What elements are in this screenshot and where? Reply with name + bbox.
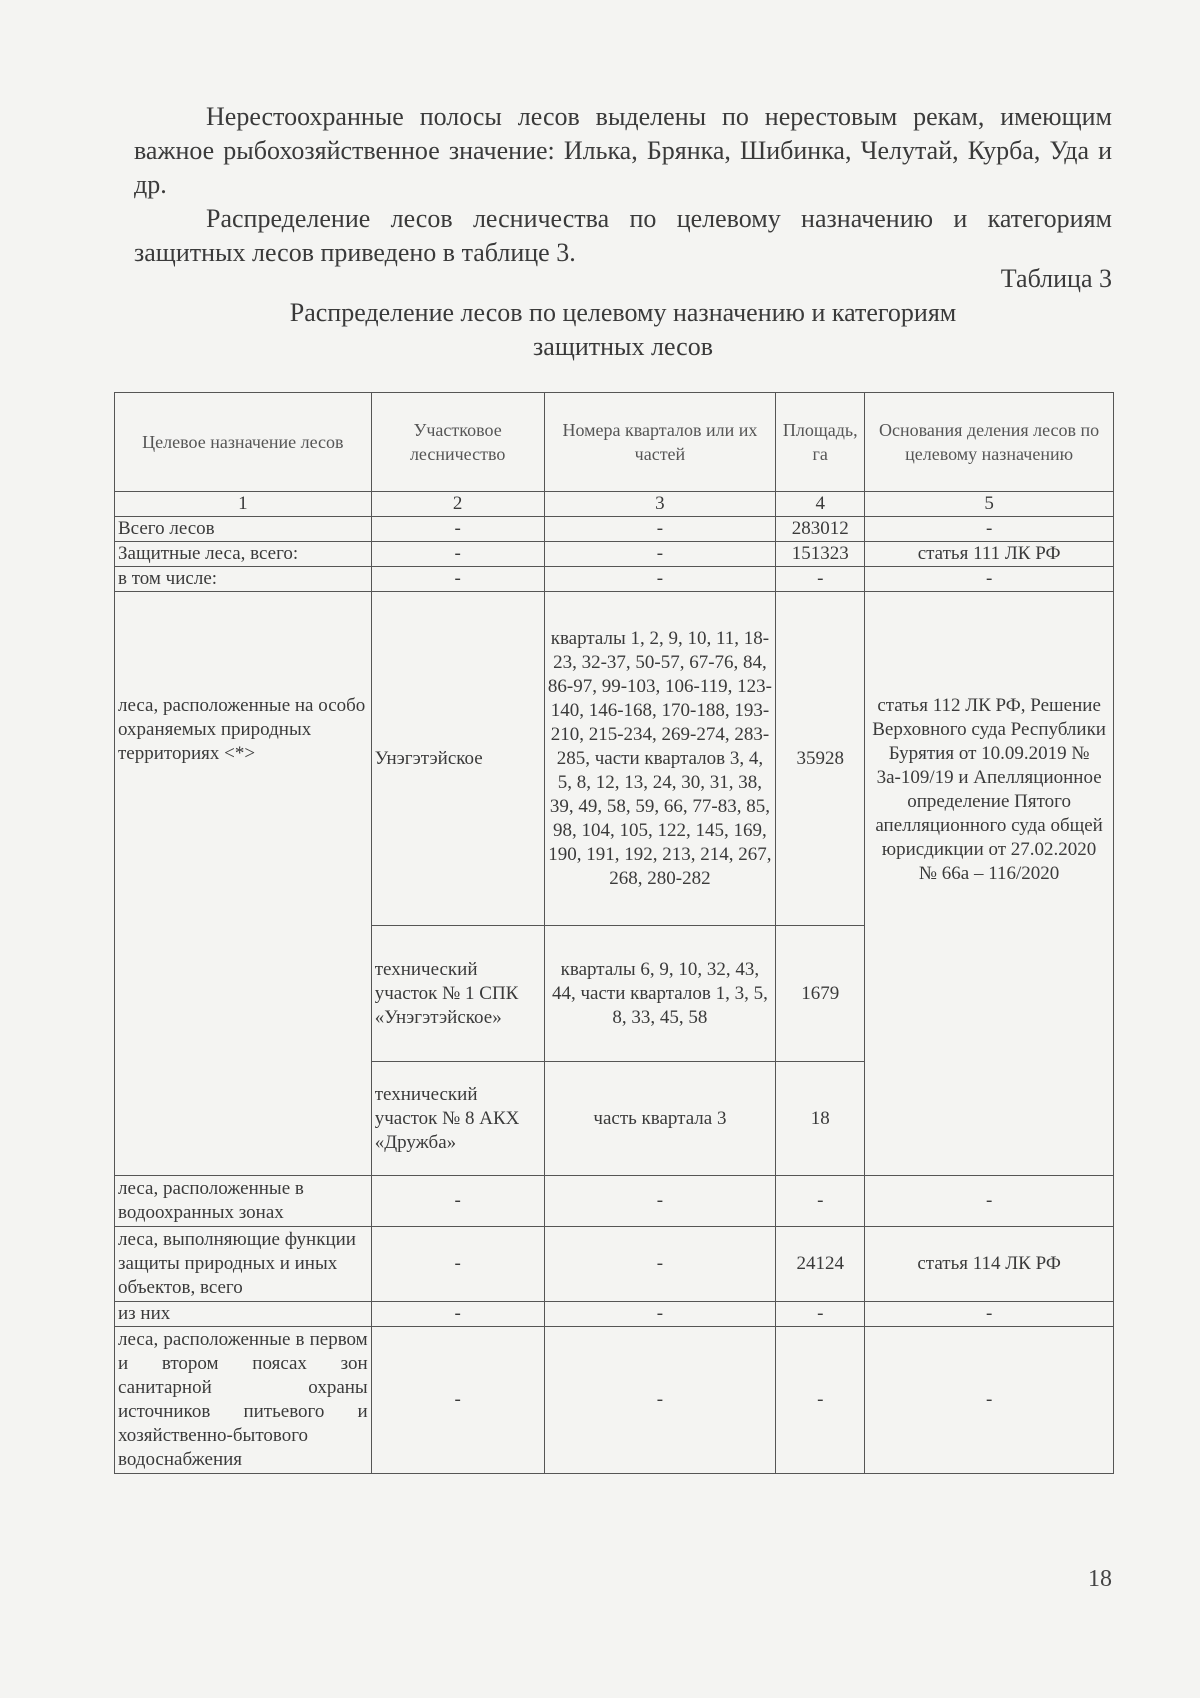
cell-district: - — [371, 1227, 544, 1302]
table-row-protective — [115, 542, 1114, 567]
paragraph-distribution — [134, 202, 1112, 270]
cell-area: 151323 — [776, 542, 865, 567]
paragraph-spawning-text: Нерестоохранные полосы лесов выделены по нерестовым рекам, имеющим важное рыбохозяйственное значение: Илька, Брянка, Шибинка, Челутай, Курба, Уда и др. — [134, 102, 1112, 199]
cell-area: 35928 — [776, 592, 865, 926]
table-row-protect-functions — [115, 1227, 1114, 1302]
column-number: 4 — [776, 492, 865, 517]
page-number: 18 — [1088, 1566, 1112, 1592]
header-district: Участковое лесничество — [371, 393, 544, 492]
table-title-line-1: Распределение лесов по целевому назначению и категориям — [289, 298, 957, 327]
table-row-water — [115, 1176, 1114, 1227]
cell-basis: - — [865, 1327, 1114, 1474]
cell-quarters: - — [544, 1327, 776, 1474]
cell-district: - — [371, 517, 544, 542]
cell-quarters: часть квартала 3 — [544, 1062, 776, 1176]
paragraph-spawning — [134, 100, 1112, 202]
cell-quarters: - — [544, 1227, 776, 1302]
cell-area: - — [776, 1327, 865, 1474]
column-number: 1 — [115, 492, 372, 517]
row-label: Всего лесов — [115, 517, 372, 542]
header-purpose: Целевое назначение лесов — [115, 393, 372, 492]
cell-basis: - — [865, 1302, 1114, 1327]
column-number: 3 — [544, 492, 776, 517]
cell-basis: - — [865, 1176, 1114, 1227]
cell-quarters: - — [544, 542, 776, 567]
forest-distribution-table — [114, 392, 1114, 1474]
header-basis: Основания деления лесов по целевому назначению — [865, 393, 1114, 492]
row-label: леса, выполняющие функции защиты природных и иных объектов, всего — [115, 1227, 372, 1302]
cell-district: - — [371, 542, 544, 567]
row-label: в том числе: — [115, 567, 372, 592]
row-label: из них — [115, 1302, 372, 1327]
cell-district: - — [371, 567, 544, 592]
cell-area: - — [776, 567, 865, 592]
cell-district: Унэгэтэйское — [371, 592, 544, 926]
column-number: 5 — [865, 492, 1114, 517]
cell-quarters: - — [544, 567, 776, 592]
cell-district: - — [371, 1176, 544, 1227]
cell-area: 24124 — [776, 1227, 865, 1302]
table-row-sanitary — [115, 1327, 1114, 1474]
cell-basis: - — [865, 567, 1114, 592]
cell-quarters: - — [544, 1176, 776, 1227]
table-row-of-them — [115, 1302, 1114, 1327]
table-row-oopt-unegeteiskoe — [115, 592, 1114, 926]
row-label: Защитные леса, всего: — [115, 542, 372, 567]
cell-district: технический участок № 1 СПК «Унэгэтэйское» — [371, 926, 544, 1062]
cell-area: 283012 — [776, 517, 865, 542]
row-label: леса, расположенные в первом и втором поясах зон санитарной охраны источников питьевого и хозяйственно-бытового водоснабжения — [115, 1327, 372, 1474]
cell-quarters: - — [544, 1302, 776, 1327]
cell-basis: статья 114 ЛК РФ — [865, 1227, 1114, 1302]
paragraph-distribution-text: Распределение лесов лесничества по целевому назначению и категориям защитных лесов приведено в таблице 3. — [134, 204, 1112, 267]
header-quarters: Номера кварталов или их частей — [544, 393, 776, 492]
cell-basis-oopt-text: статья 112 ЛК РФ, Решение Верховного суда Республики Бурятия от 10.09.2019 № 3а-109/19 и Апелляционное определение Пятого апелляционного суда общей юрисдикции от 27.02.2020 № 66а – 116/2020 — [872, 695, 1106, 884]
table-label: Таблица 3 — [1000, 264, 1112, 293]
table-row-total — [115, 517, 1114, 542]
cell-area: 1679 — [776, 926, 865, 1062]
table-row-including — [115, 567, 1114, 592]
cell-quarters: - — [544, 517, 776, 542]
row-label-oopt — [115, 592, 372, 1176]
cell-district: технический участок № 8 АКХ «Дружба» — [371, 1062, 544, 1176]
cell-basis-oopt — [865, 592, 1114, 1176]
cell-quarters: кварталы 1, 2, 9, 10, 11, 18-23, 32-37, 50-57, 67-76, 84, 86-97, 99-103, 106-119, 123-140, 146-168, 170-188, 193-210, 215-234, 269-274, 283-285, части кварталов 3, 4, 5, 8, 12, 13, 24, 30, 31, 38, 39, 49, 58, 59, 66, 77-83, 85, 98, 104, 105, 122, 145, 169, 190, 191, 192, 213, 214, 267, 268, 280-282 — [544, 592, 776, 926]
table-title — [134, 296, 1112, 364]
table-header-row — [115, 393, 1114, 492]
column-number: 2 — [371, 492, 544, 517]
table-title-line-2: защитных лесов — [533, 332, 713, 361]
row-label-oopt-text: леса, расположенные на особо охраняемых природных территориях <*> — [118, 695, 366, 764]
cell-area: - — [776, 1176, 865, 1227]
column-number-row — [115, 492, 1114, 517]
row-label: леса, расположенные в водоохранных зонах — [115, 1176, 372, 1227]
cell-district: - — [371, 1327, 544, 1474]
cell-basis: - — [865, 517, 1114, 542]
cell-district: - — [371, 1302, 544, 1327]
cell-area: 18 — [776, 1062, 865, 1176]
cell-area: - — [776, 1302, 865, 1327]
cell-quarters: кварталы 6, 9, 10, 32, 43, 44, части кварталов 1, 3, 5, 8, 33, 45, 58 — [544, 926, 776, 1062]
header-area: Площадь, га — [776, 393, 865, 492]
cell-basis: статья 111 ЛК РФ — [865, 542, 1114, 567]
